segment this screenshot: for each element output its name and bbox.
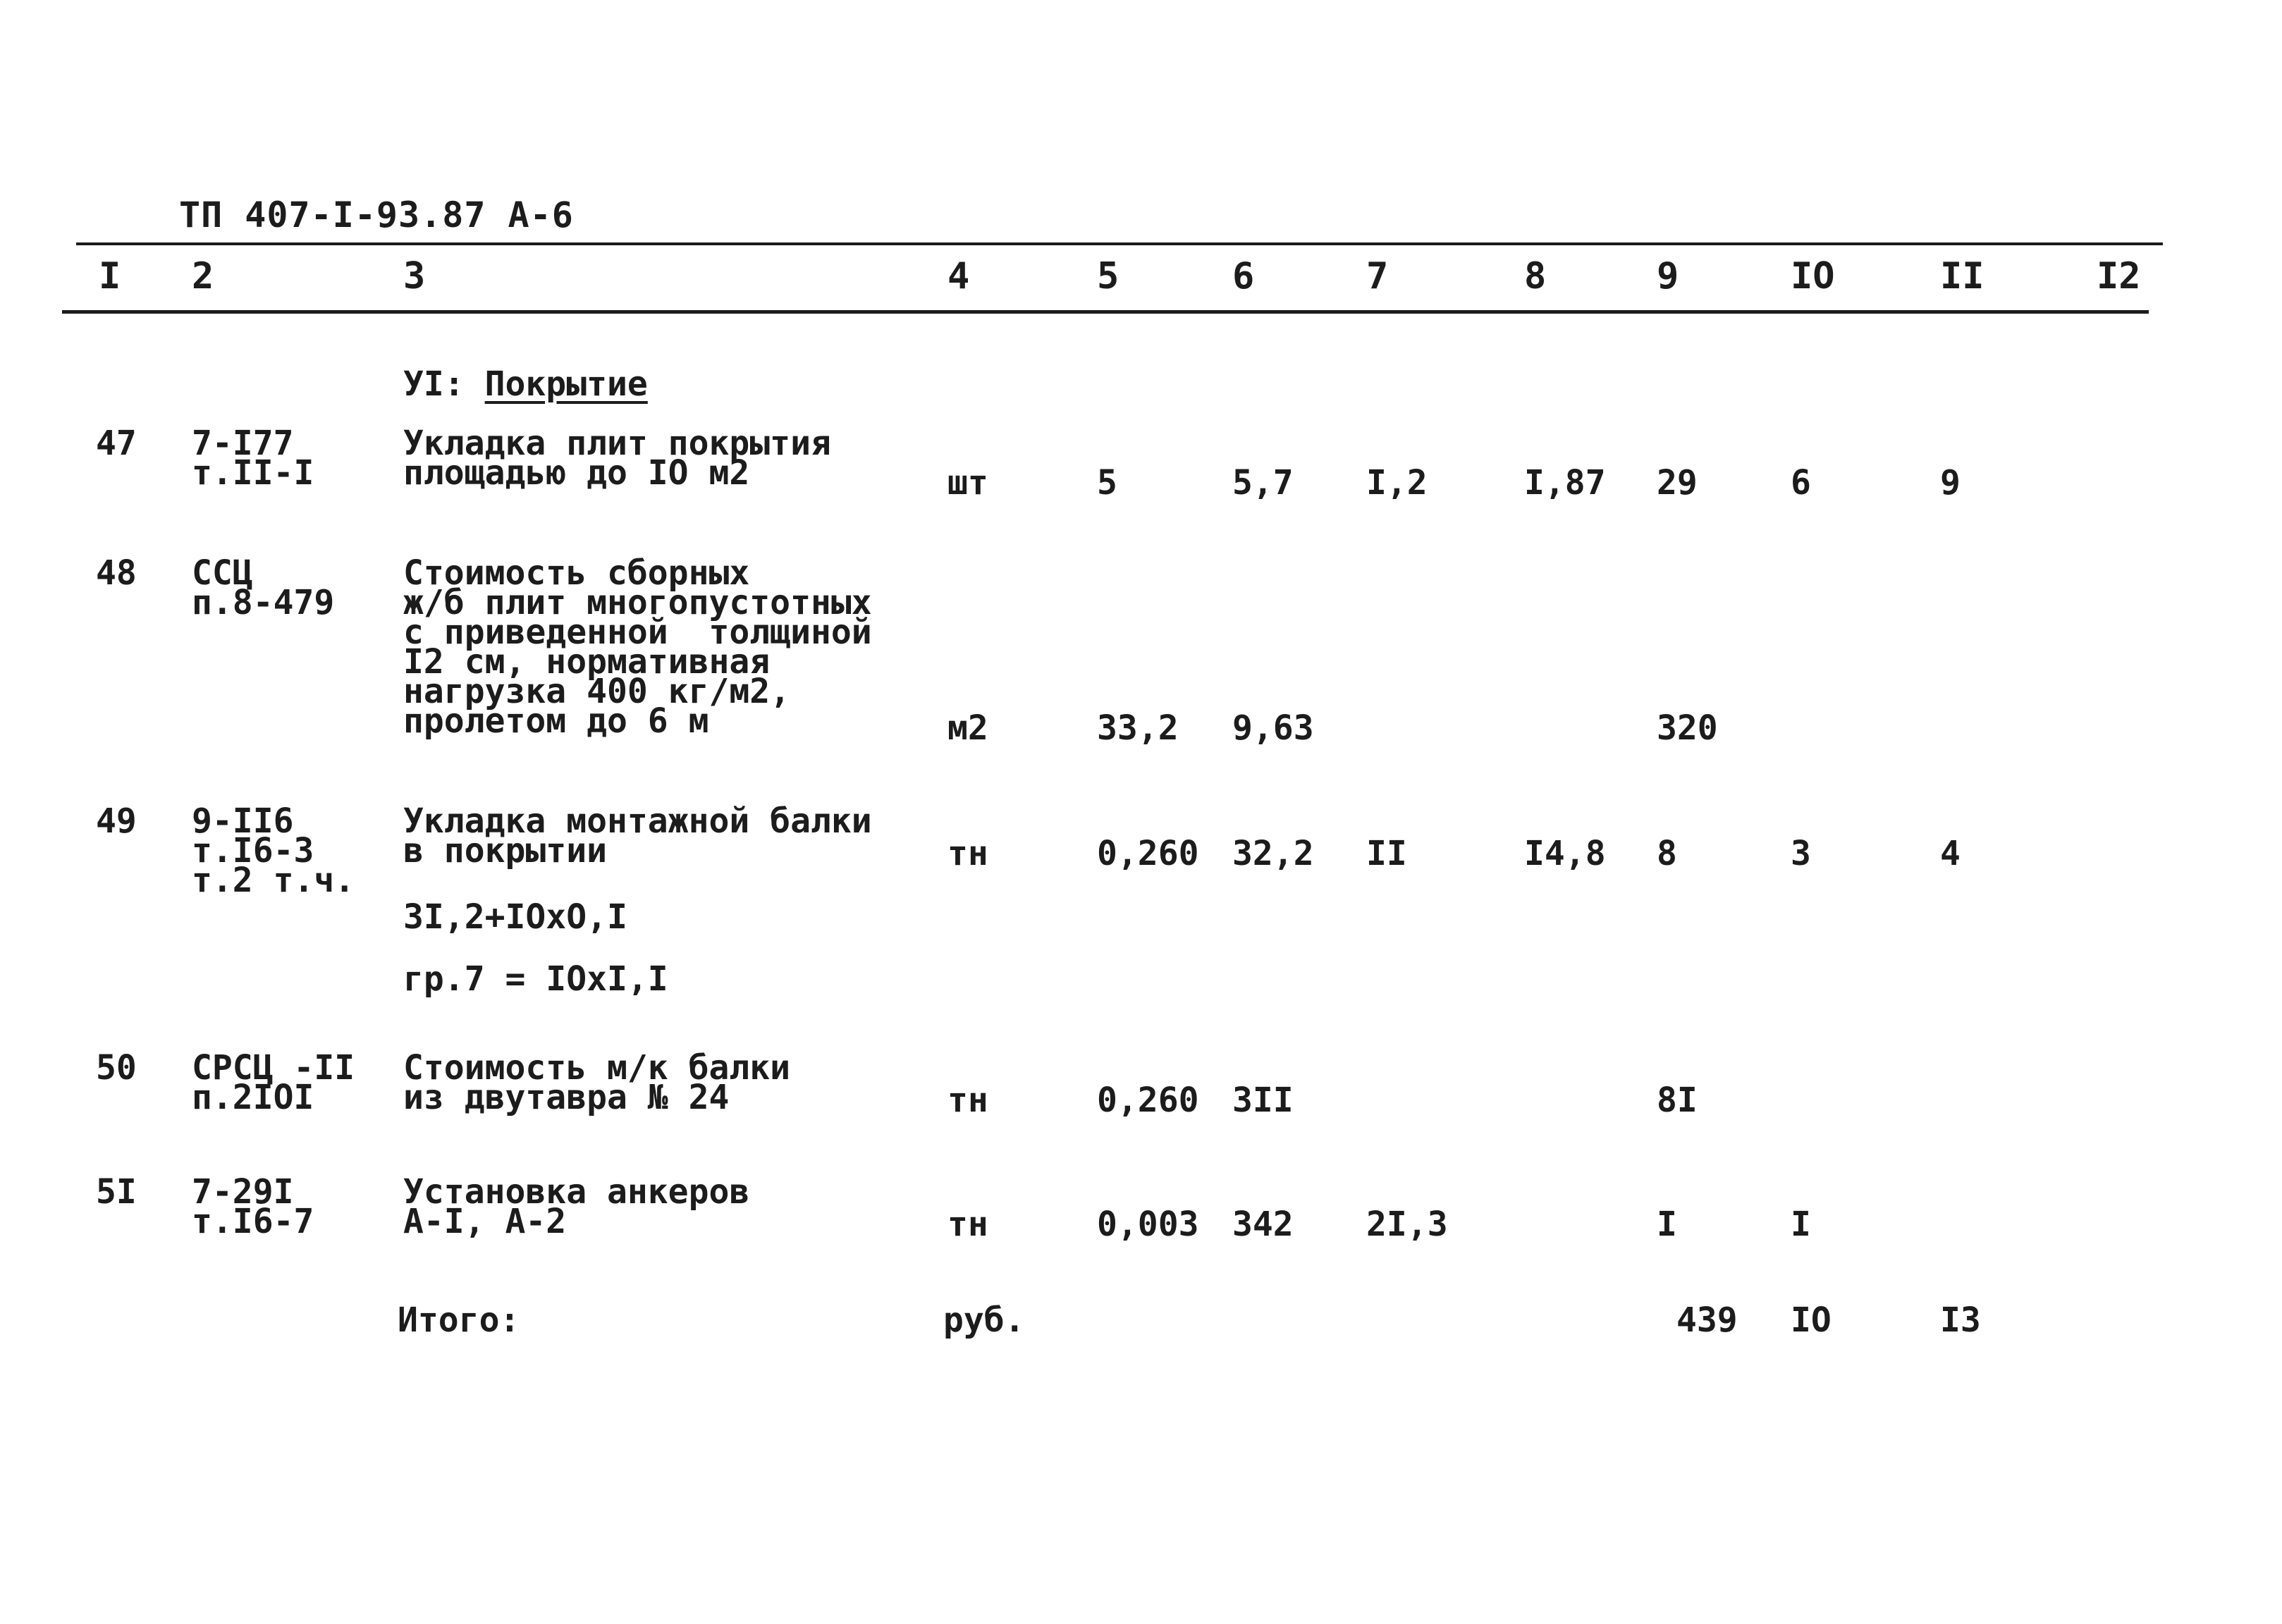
norm-code: ССЦ п.8-479 [192,553,335,622]
col-header-7: 7 [1366,255,1389,297]
col-header-6: 6 [1232,255,1255,297]
col6-value: 5,7 [1232,463,1294,503]
unit: тн [947,1081,988,1120]
col-header-1: I [99,255,121,297]
col10-value: 6 [1791,463,1811,503]
work-description: Установка анкеров А-I, А-2 [403,1172,750,1241]
col-header-5: 5 [1097,255,1119,297]
calc-formula: гр.7 = IOxI,I [403,959,668,999]
col11-value: 9 [1940,463,1961,503]
col6-value: 3II [1232,1081,1294,1120]
col-header-10: IO [1791,255,1835,297]
calc-formula: 3I,2+IOxO,I [403,897,627,937]
col-header-3: 3 [403,255,426,297]
col-header-8: 8 [1524,255,1547,297]
total-label: Итого: [398,1300,520,1340]
norm-code: СРСЦ -II п.2IOI [192,1048,355,1117]
norm-code: 7-I77 т.II-I [192,424,314,493]
row-number: 49 [96,801,137,841]
row-number: 48 [96,553,137,593]
col10-value: 3 [1791,834,1811,873]
unit: шт [947,463,988,503]
col5-value: 33,2 [1097,708,1179,748]
document-code: ТП 407-I-93.87 А-6 [179,195,574,235]
section-title [403,364,648,404]
col8-value: I,87 [1524,463,1606,503]
col-header-2: 2 [192,255,214,297]
work-description: Укладка монтажной балки в покрытии [403,801,872,871]
work-description: Стоимость м/к балки из двутавра № 24 [403,1048,791,1117]
col8-value: I4,8 [1524,834,1606,873]
total-col9-value: 439 [1676,1300,1738,1340]
col11-value: 4 [1940,834,1961,873]
col9-value: 320 [1657,708,1718,748]
work-description: Стоимость сборных ж/б плит многопустотных с приведенной толщиной I2 см, нормативная нагрузка 400 кг/м2, пролетом до 6 м [403,553,872,741]
row-number: 50 [96,1048,137,1088]
header-bottom-rule [62,310,2149,314]
col7-value: II [1366,834,1407,873]
total-unit: руб. [943,1300,1025,1340]
col6-value: 9,63 [1232,708,1314,748]
header-top-rule [76,242,2163,245]
total-col10-value: IO [1791,1300,1832,1340]
col-header-9: 9 [1657,255,1679,297]
total-col11-value: I3 [1940,1300,1981,1340]
col7-value: 2I,3 [1366,1205,1448,1244]
col5-value: 0,260 [1097,1081,1199,1120]
norm-code: 7-29I т.I6-7 [192,1172,314,1241]
col5-value: 0,260 [1097,834,1199,873]
section-title-text: Покрытие [484,364,648,404]
col9-value: 29 [1657,463,1698,503]
section-title-prefix: УI: [403,364,465,404]
col10-value: I [1791,1205,1811,1244]
unit: м2 [947,708,988,748]
row-number: 47 [96,424,137,463]
col5-value: 0,003 [1097,1205,1199,1244]
col9-value: 8I [1657,1081,1698,1120]
col-header-12: I2 [2097,255,2141,297]
norm-code: 9-II6 т.I6-3 т.2 т.ч. [192,801,355,900]
col-header-4: 4 [947,255,970,297]
unit: тн [947,1205,988,1244]
col7-value: I,2 [1366,463,1428,503]
col9-value: 8 [1657,834,1677,873]
col9-value: I [1657,1205,1677,1244]
col5-value: 5 [1097,463,1117,503]
work-description: Укладка плит покрытия площадью до IO м2 [403,424,831,493]
row-number: 5I [96,1172,137,1212]
col6-value: 342 [1232,1205,1294,1244]
col6-value: 32,2 [1232,834,1314,873]
unit: тн [947,834,988,873]
col-header-11: II [1940,255,1985,297]
